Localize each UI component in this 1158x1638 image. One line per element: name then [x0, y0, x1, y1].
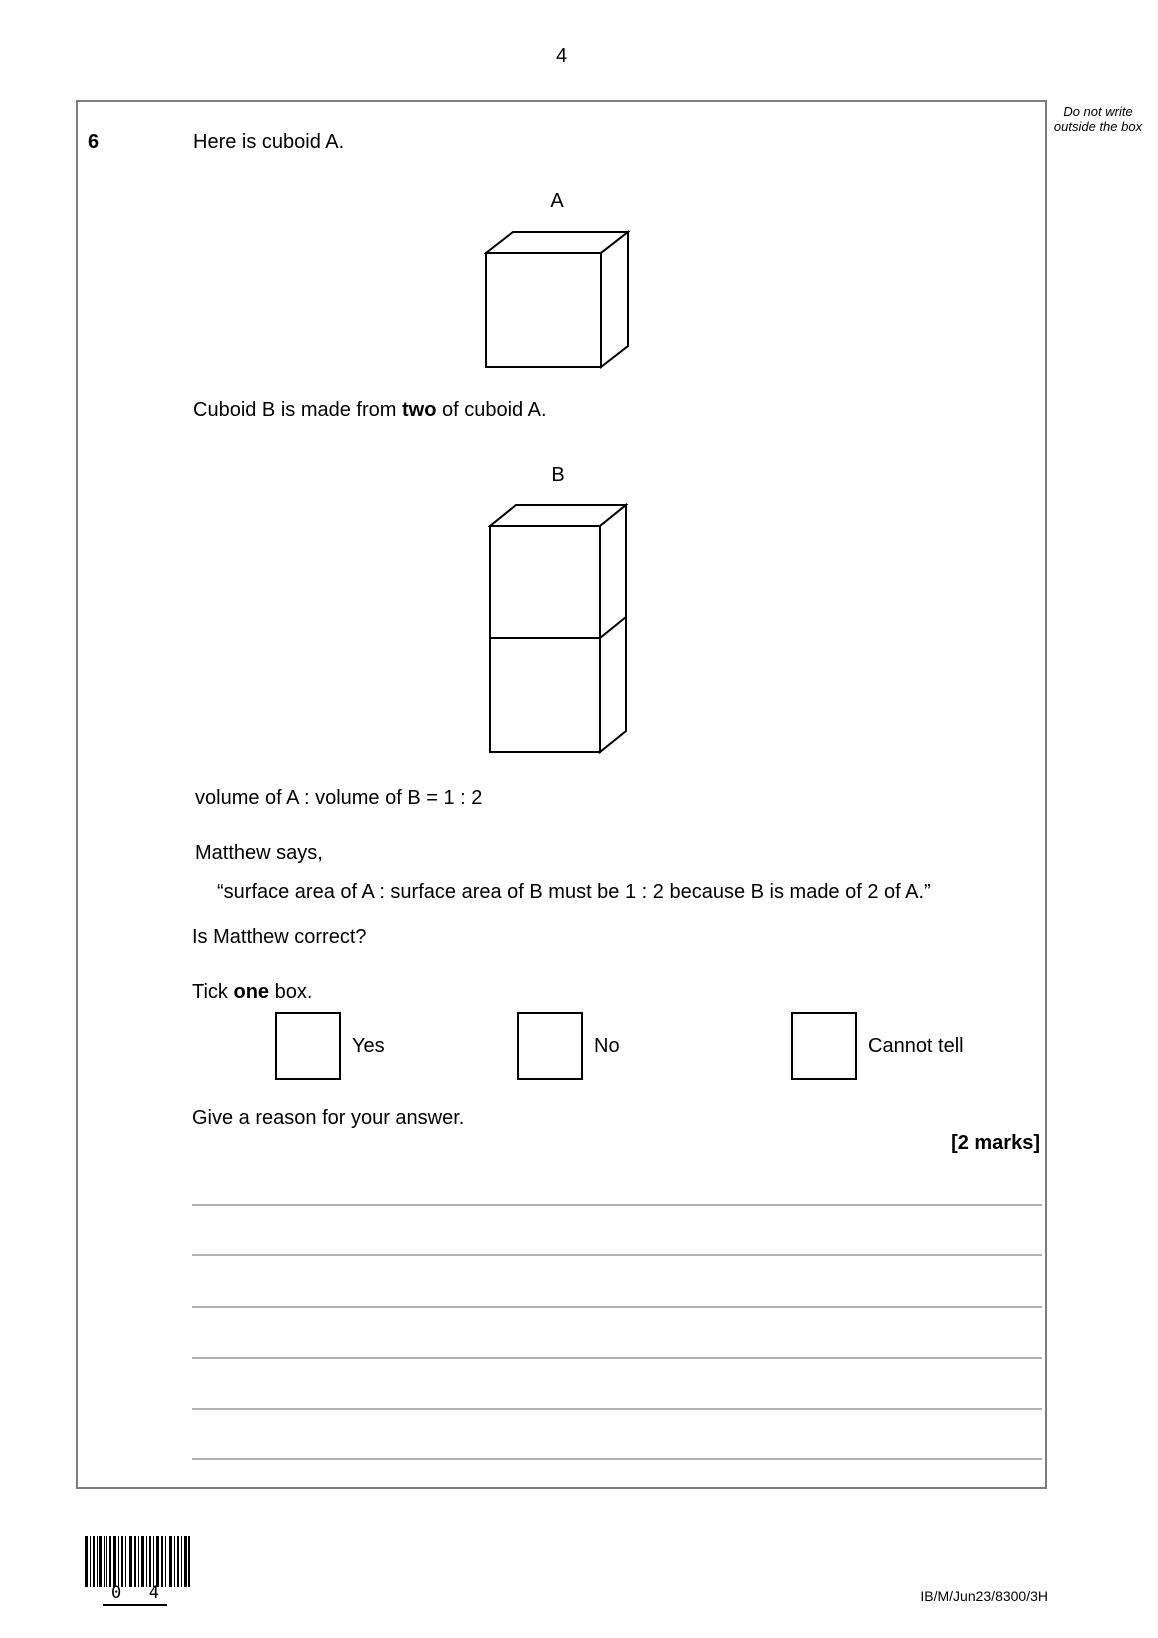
- matthew-says-text: Matthew says,: [195, 842, 323, 864]
- paper-reference: IB/M/Jun23/8300/3H: [920, 1588, 1048, 1604]
- is-correct-question: Is Matthew correct?: [192, 926, 367, 948]
- question-intro: Here is cuboid A.: [193, 131, 345, 153]
- figure-a-label: A: [550, 190, 564, 212]
- option-cannot-tell-label: Cannot tell: [868, 1035, 964, 1057]
- option-cannot-tell: [791, 1012, 964, 1080]
- tick-after: box.: [269, 981, 313, 1003]
- checkbox-no[interactable]: [517, 1012, 583, 1080]
- checkbox-cannot-tell[interactable]: [791, 1012, 857, 1080]
- option-no-label: No: [594, 1035, 620, 1057]
- answer-line: [192, 1357, 1042, 1359]
- made-from-text: [193, 398, 547, 422]
- figure-b-label: B: [551, 464, 565, 486]
- checkbox-yes[interactable]: [275, 1012, 341, 1080]
- page-number: 4: [555, 45, 568, 67]
- option-yes: [275, 1012, 385, 1080]
- made-from-before: Cuboid B is made from: [193, 399, 402, 421]
- barcode-digit-1: 4: [148, 1583, 159, 1603]
- answer-line: [192, 1458, 1042, 1460]
- answer-line: [192, 1408, 1042, 1410]
- barcode-digits: [103, 1583, 167, 1606]
- barcode-digit-0: 0: [111, 1583, 122, 1603]
- answer-line: [192, 1254, 1042, 1256]
- matthew-quote: “surface area of A : surface area of B must be 1 : 2 because B is made of 2 of A.”: [217, 881, 931, 903]
- answer-line: [192, 1204, 1042, 1206]
- answer-line: [192, 1306, 1042, 1308]
- do-not-write-note: Do not write outside the box: [1053, 104, 1143, 134]
- tick-instruction: [192, 980, 312, 1004]
- barcode-icon: [85, 1536, 190, 1587]
- volume-ratio-text: volume of A : volume of B = 1 : 2: [195, 787, 483, 809]
- cuboid-a-figure: [484, 230, 630, 369]
- tick-before: Tick: [192, 981, 234, 1003]
- marks-badge: [2 marks]: [951, 1132, 1040, 1154]
- made-from-after: of cuboid A.: [436, 399, 547, 421]
- made-from-bold: two: [401, 399, 437, 421]
- question-number: 6: [88, 131, 100, 153]
- option-yes-label: Yes: [352, 1035, 385, 1057]
- give-reason-text: Give a reason for your answer.: [192, 1107, 465, 1129]
- option-no: [517, 1012, 620, 1080]
- cuboid-b-figure: [488, 503, 628, 754]
- tick-bold: one: [233, 981, 270, 1003]
